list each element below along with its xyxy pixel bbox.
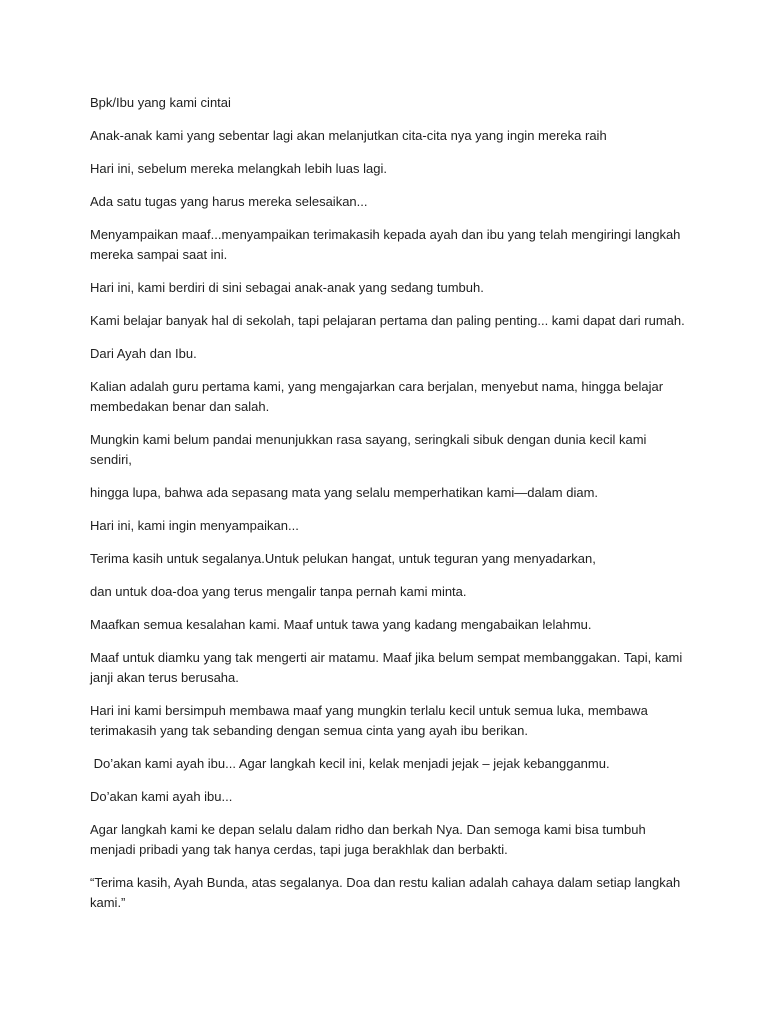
body-paragraph: Ada satu tugas yang harus mereka selesaikan... — [90, 194, 368, 209]
body-paragraph: Anak-anak kami yang sebentar lagi akan melanjutkan cita-cita nya yang ingin mereka raih — [90, 128, 607, 143]
body-paragraph: Hari ini, kami berdiri di sini sebagai anak-anak yang sedang tumbuh. — [90, 280, 484, 295]
body-paragraph: Mungkin kami belum pandai menunjukkan rasa sayang, seringkali sibuk dengan dunia kecil kami sendiri, — [90, 432, 651, 467]
body-paragraph: Do’akan kami ayah ibu... — [90, 789, 233, 804]
body-paragraph: Hari ini, kami ingin menyampaikan... — [90, 518, 299, 533]
body-paragraph: Hari ini, sebelum mereka melangkah lebih luas lagi. — [90, 161, 387, 176]
body-paragraph: Maaf untuk diamku yang tak mengerti air matamu. Maaf jika belum sempat membanggakan. Tapi, kami janji akan terus berusaha. — [90, 650, 686, 685]
closing-quote-paragraph: “Terima kasih, Ayah Bunda, atas segalanya. Doa dan restu kalian adalah cahaya dalam setiap langkah kami.” — [90, 875, 684, 910]
body-paragraph: Do’akan kami ayah ibu... Agar langkah kecil ini, kelak menjadi jejak – jejak kebangganmu. — [90, 756, 610, 771]
body-paragraph: hingga lupa, bahwa ada sepasang mata yang selalu memperhatikan kami—dalam diam. — [90, 485, 599, 500]
greeting-paragraph: Bpk/Ibu yang kami cintai — [90, 95, 231, 110]
body-paragraph: dan untuk doa-doa yang terus mengalir tanpa pernah kami minta. — [90, 584, 467, 599]
body-paragraph: Terima kasih untuk segalanya.Untuk pelukan hangat, untuk teguran yang menyadarkan, — [90, 551, 596, 566]
body-paragraph: Maafkan semua kesalahan kami. Maaf untuk tawa yang kadang mengabaikan lelahmu. — [90, 617, 592, 632]
body-paragraph: Hari ini kami bersimpuh membawa maaf yang mungkin terlalu kecil untuk semua luka, membawa terimakasih yang tak sebanding dengan semua cinta yang ayah ibu berikan. — [90, 703, 652, 738]
body-paragraph: Menyampaikan maaf...menyampaikan terimakasih kepada ayah dan ibu yang telah mengiringi langkah mereka sampai saat ini. — [90, 227, 685, 262]
body-paragraph: Kalian adalah guru pertama kami, yang mengajarkan cara berjalan, menyebut nama, hingga belajar membedakan benar dan salah. — [90, 379, 667, 414]
body-paragraph: Kami belajar banyak hal di sekolah, tapi pelajaran pertama dan paling penting... kami dapat dari rumah. — [90, 313, 685, 328]
body-paragraph: Dari Ayah dan Ibu. — [90, 346, 197, 361]
document-page — [90, 93, 690, 926]
body-paragraph: Agar langkah kami ke depan selalu dalam ridho dan berkah Nya. Dan semoga kami bisa tumbuh menjadi pribadi yang tak hanya cerdas, tapi juga berakhlak dan berbakti. — [90, 822, 650, 857]
